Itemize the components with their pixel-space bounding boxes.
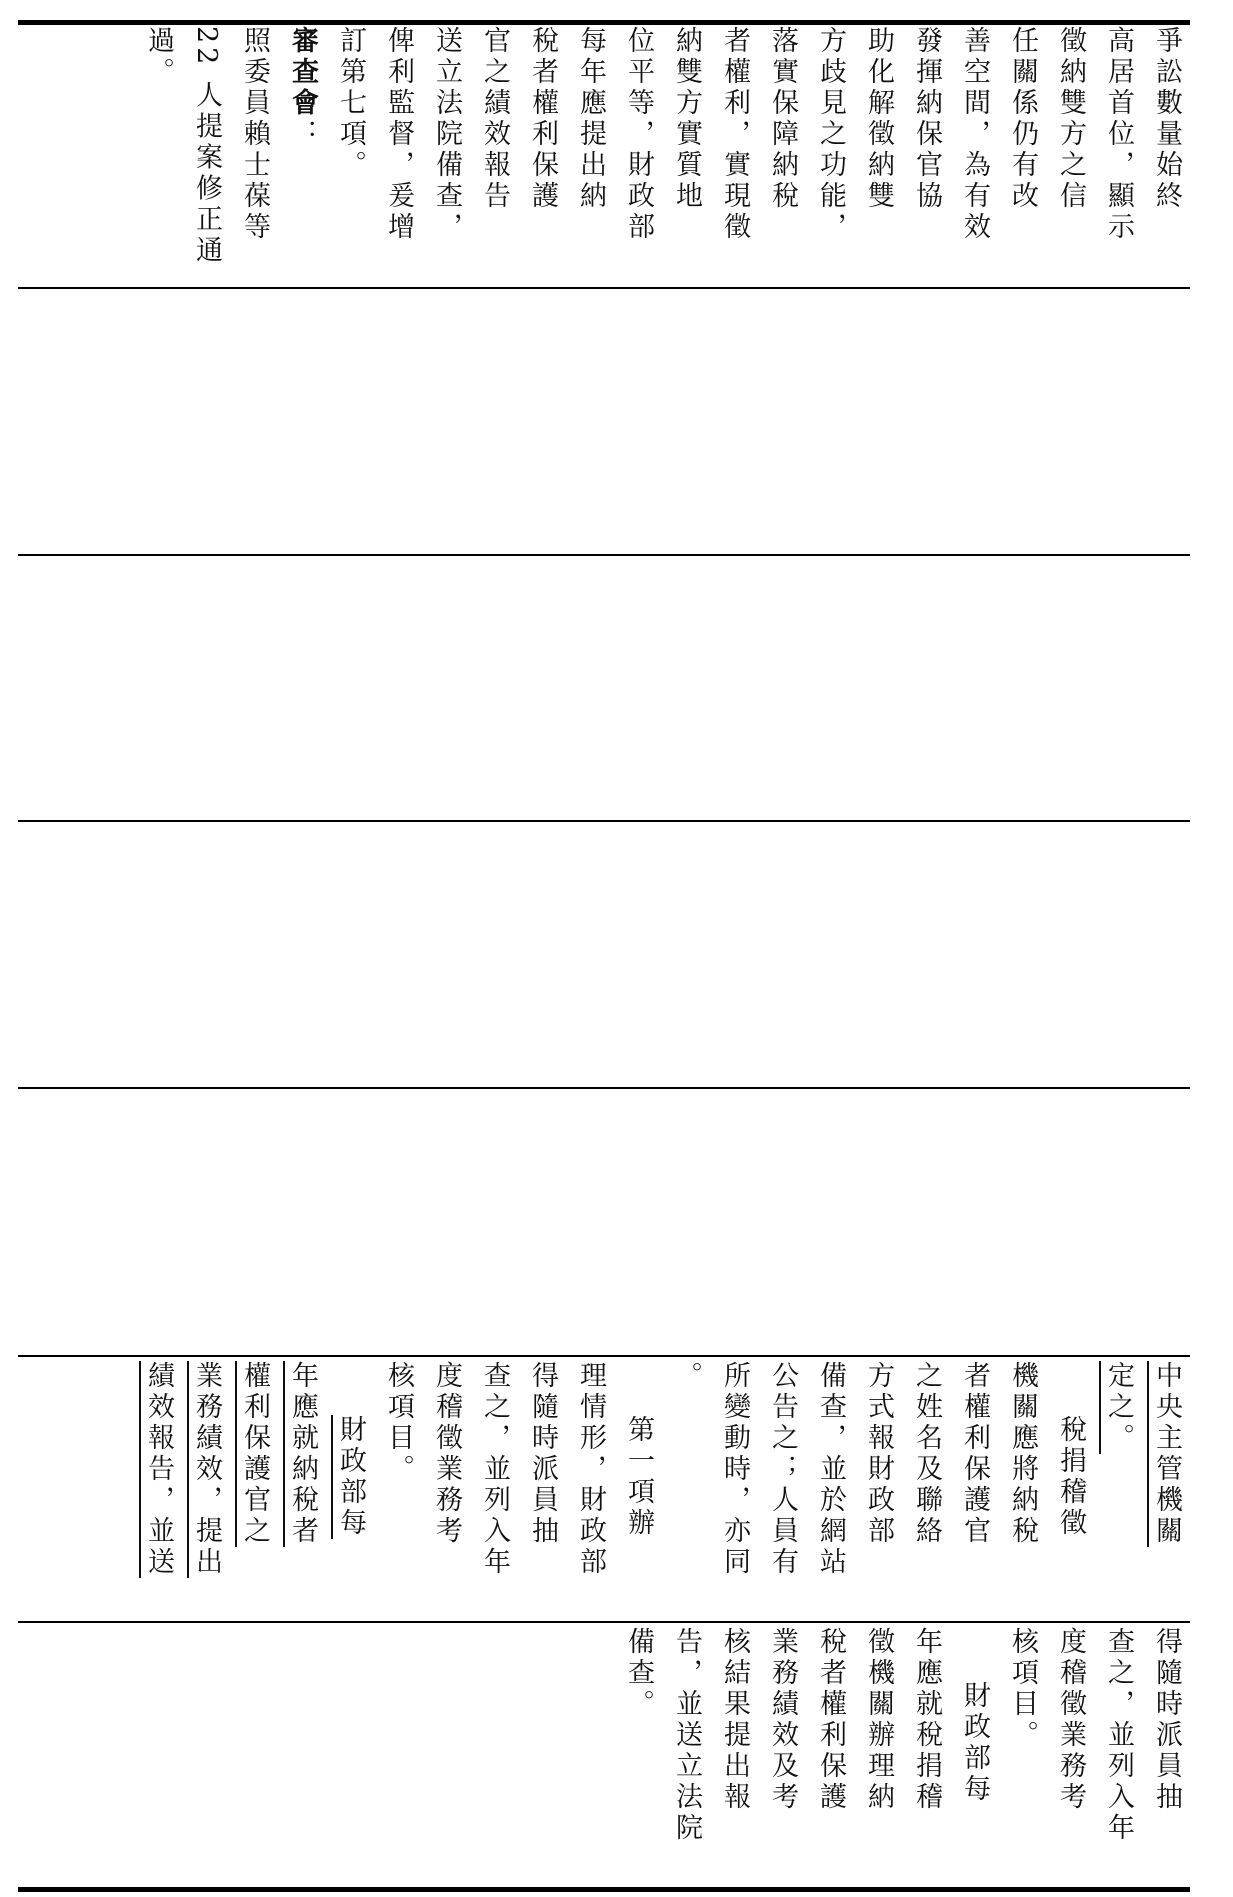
text-line: 俾利監督，爰增 xyxy=(383,26,414,243)
row-divider xyxy=(18,820,1190,822)
amended-provision-block xyxy=(134,1361,1190,1578)
text-line: 公告之；人員有 xyxy=(767,1361,798,1578)
text-line: 查之，並列入年 xyxy=(1103,1627,1134,1844)
review-line: 22 人提案修正通 xyxy=(191,26,222,267)
review-label: 審查會 xyxy=(287,26,318,119)
text-line: 爭訟數量始終 xyxy=(1151,26,1182,212)
row-divider xyxy=(18,287,1190,289)
text-line: 官之績效報告 xyxy=(479,26,510,212)
text-line: 徵納雙方之信 xyxy=(1055,26,1086,212)
row-divider xyxy=(18,554,1190,556)
text-line: 核項目。 xyxy=(1007,1627,1038,1751)
text-line: 中央主管機關 xyxy=(1151,1361,1182,1547)
table-top-border xyxy=(18,20,1190,25)
text-line: 定之。 xyxy=(1103,1361,1134,1454)
text-line: 納雙方實質地 xyxy=(671,26,702,212)
text-line: 稅者權利保護 xyxy=(527,26,558,212)
text-line: 核結果提出報 xyxy=(719,1627,750,1813)
review-heading xyxy=(278,26,326,267)
text-line: 查之，並列入年 xyxy=(479,1361,510,1578)
text-line: 訂第七項。 xyxy=(335,26,366,181)
text-line: 機關應將納稅 xyxy=(1007,1361,1038,1547)
text-line: 業務績效，提出 xyxy=(191,1361,222,1578)
text-line: 財政部每 xyxy=(959,1681,990,1805)
text-line: 備查，並於網站 xyxy=(815,1361,846,1578)
text-line: 之姓名及聯絡 xyxy=(911,1361,942,1547)
text-line: 善空間，為有效 xyxy=(959,26,990,243)
row-divider xyxy=(18,1087,1190,1089)
text-line: 發揮納保官協 xyxy=(911,26,942,212)
explanation-text-block xyxy=(134,26,1190,267)
text-line: 每年應提出納 xyxy=(575,26,606,212)
text-line: 高居首位，顯示 xyxy=(1103,26,1134,243)
text-line: 理情形，財政部 xyxy=(575,1361,606,1578)
text-line: 得隨時派員抽 xyxy=(527,1361,558,1547)
text-line: 。 xyxy=(671,1361,702,1392)
text-line: 方歧見之功能， xyxy=(815,26,846,243)
text-line: 者權利保護官 xyxy=(959,1361,990,1547)
text-line: 第一項辦 xyxy=(623,1415,654,1539)
text-line: 權利保護官之 xyxy=(239,1361,270,1547)
text-line: 績效報告，並送 xyxy=(143,1361,174,1578)
row-divider xyxy=(18,1355,1190,1357)
review-line: 過。 xyxy=(143,26,174,88)
text-line: 稅捐稽徵 xyxy=(1055,1415,1086,1539)
text-line: 備查。 xyxy=(623,1627,654,1720)
text-line: 得隨時派員抽 xyxy=(1151,1627,1182,1813)
text-line: 助化解徵納雙 xyxy=(863,26,894,212)
text-line: 度稽徵業務考 xyxy=(1055,1627,1086,1813)
text-line: 送立法院備查， xyxy=(431,26,462,243)
text-line: 告，並送立法院 xyxy=(671,1627,702,1844)
original-provision-block xyxy=(614,1627,1190,1844)
text-line: 度稽徵業務考 xyxy=(431,1361,462,1547)
text-line: 徵機關辦理納 xyxy=(863,1627,894,1813)
text-line: 稅者權利保護 xyxy=(815,1627,846,1813)
text-line: 任關係仍有改 xyxy=(1007,26,1038,212)
text-line: 年應就稅捐稽 xyxy=(911,1627,942,1813)
text-line: 年應就納稅者 xyxy=(287,1361,318,1547)
text-line: 位平等，財政部 xyxy=(623,26,654,243)
text-line: 所變動時，亦同 xyxy=(719,1361,750,1578)
row-divider xyxy=(18,1621,1190,1623)
text-line: 業務績效及考 xyxy=(767,1627,798,1813)
review-line: 照委員賴士葆等 xyxy=(239,26,270,243)
text-line: 落實保障納稅 xyxy=(767,26,798,212)
text-line: 方式報財政部 xyxy=(863,1361,894,1547)
review-colon: ： xyxy=(287,119,318,150)
text-line: 者權利，實現徵 xyxy=(719,26,750,243)
text-line: 財政部每 xyxy=(335,1415,366,1539)
text-line: 核項目。 xyxy=(383,1361,414,1485)
table-bottom-border xyxy=(18,1887,1190,1892)
